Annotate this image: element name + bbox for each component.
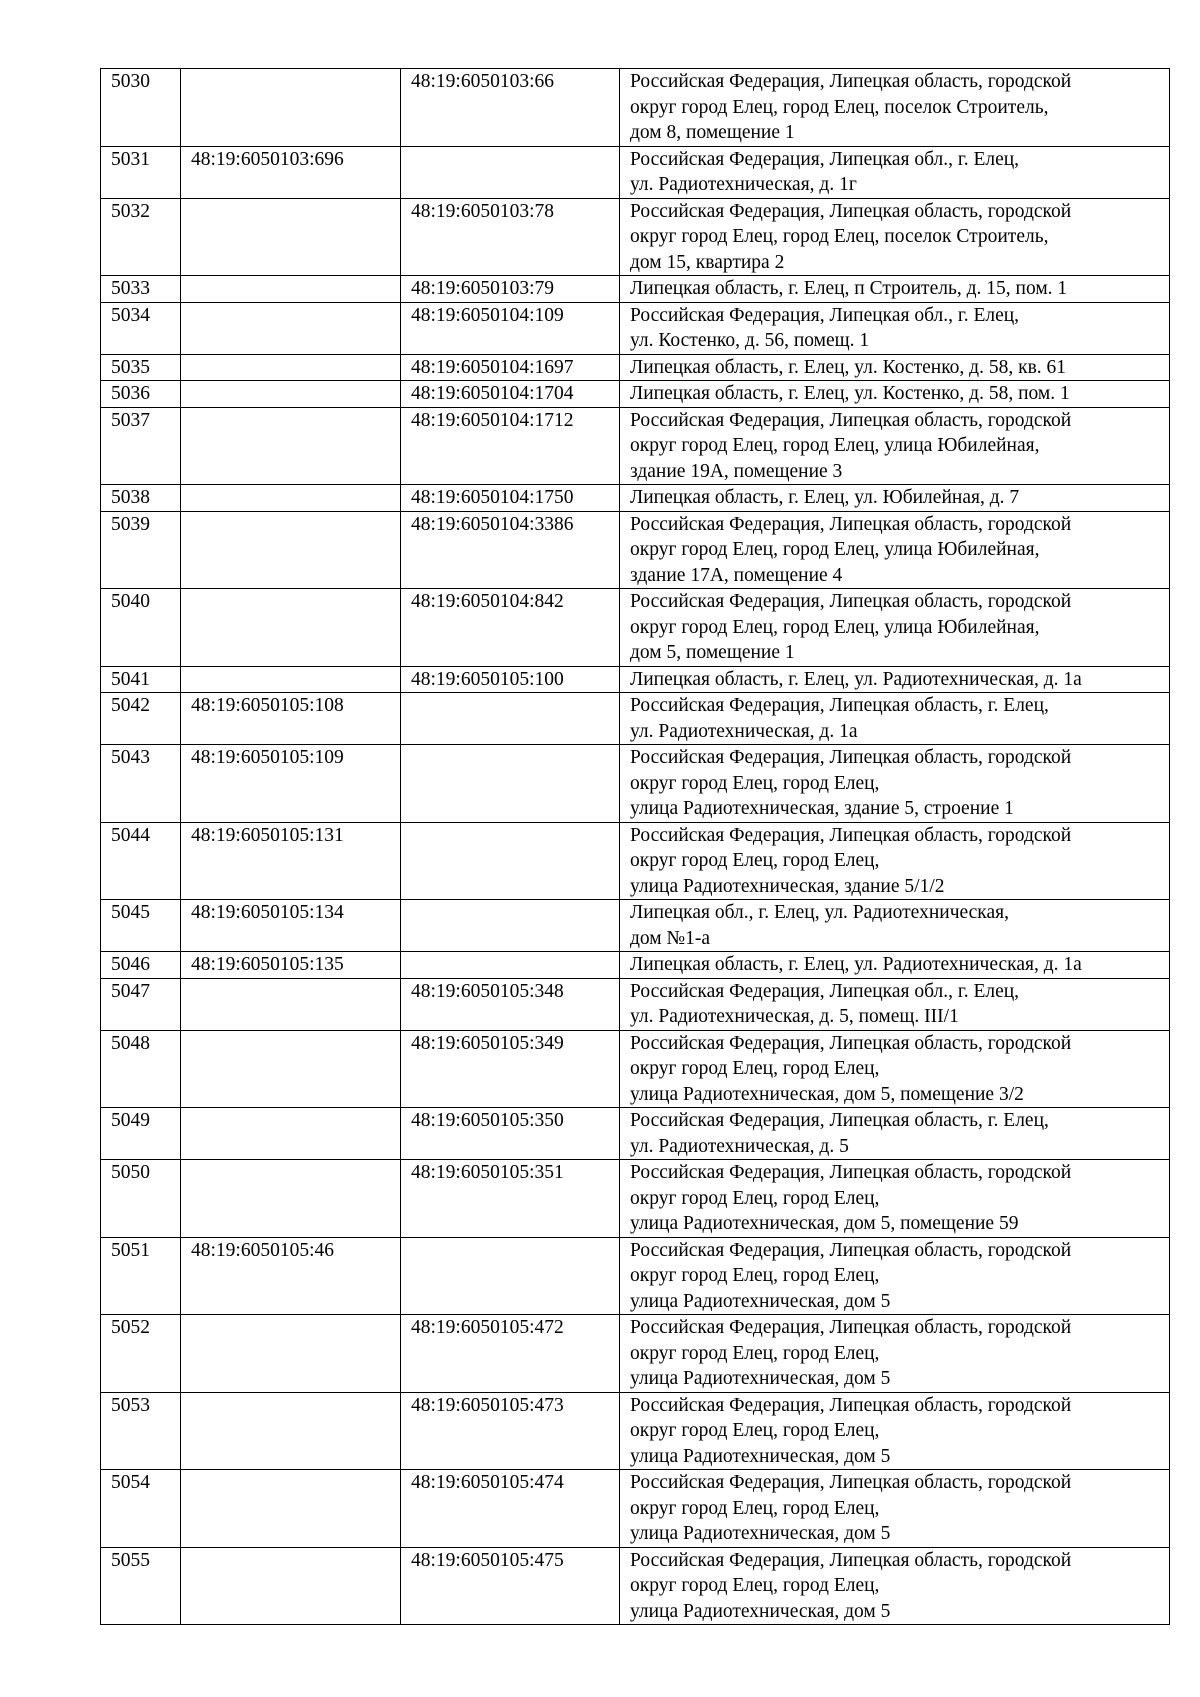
cadastral-number-premises-cell: 48:19:6050103:66 [401,69,620,147]
cadastral-number-cell: 48:19:6050105:135 [181,952,401,979]
address-cell: Липецкая область, г. Елец, ул. Костенко, д. 58, кв. 61 [620,354,1170,381]
row-number-cell: 5045 [101,900,181,952]
cadastral-number-cell: 48:19:6050105:108 [181,693,401,745]
cadastral-number-premises-cell: 48:19:6050104:842 [401,589,620,667]
cadastral-number-cell [181,666,401,693]
cadastral-number-premises-cell: 48:19:6050104:109 [401,302,620,354]
address-cell: Российская Федерация, Липецкая область, г. Елец, ул. Радиотехническая, д. 1а [620,693,1170,745]
address-cell: Российская Федерация, Липецкая область, г. Елец, ул. Радиотехническая, д. 5 [620,1108,1170,1160]
row-number-cell: 5031 [101,146,181,198]
table-row [101,381,1170,408]
address-cell: Российская Федерация, Липецкая область, городской округ город Елец, город Елец, улица Юбилейная, здание 19А, помещение 3 [620,407,1170,485]
table-row [101,302,1170,354]
cadastral-number-premises-cell: 48:19:6050103:78 [401,198,620,276]
cadastral-number-premises-cell: 48:19:6050105:472 [401,1315,620,1393]
address-cell: Липецкая область, г. Елец, ул. Костенко, д. 58, пом. 1 [620,381,1170,408]
cadastral-number-cell [181,1108,401,1160]
table-row [101,1108,1170,1160]
cadastral-number-cell [181,1315,401,1393]
cadastral-number-premises-cell: 48:19:6050105:474 [401,1470,620,1548]
cadastral-number-cell [181,302,401,354]
property-registry-table [100,68,1170,1625]
address-cell: Российская Федерация, Липецкая область, городской округ город Елец, город Елец, улица Радиотехническая, дом 5, помещение 59 [620,1160,1170,1238]
cadastral-number-cell [181,1547,401,1625]
row-number-cell: 5040 [101,589,181,667]
table-row [101,1392,1170,1470]
table-row [101,1237,1170,1315]
table-row [101,745,1170,823]
cadastral-number-cell [181,1160,401,1238]
cadastral-number-premises-cell [401,146,620,198]
address-cell: Российская Федерация, Липецкая область, городской округ город Елец, город Елец, улица Радиотехническая, дом 5 [620,1470,1170,1548]
row-number-cell: 5055 [101,1547,181,1625]
table-row [101,1160,1170,1238]
cadastral-number-cell: 48:19:6050103:696 [181,146,401,198]
row-number-cell: 5042 [101,693,181,745]
address-cell: Российская Федерация, Липецкая обл., г. Елец, ул. Радиотехническая, д. 5, помещ. III/1 [620,978,1170,1030]
cadastral-number-cell [181,381,401,408]
row-number-cell: 5043 [101,745,181,823]
address-cell: Липецкая область, г. Елец, ул. Юбилейная, д. 7 [620,485,1170,512]
cadastral-number-premises-cell: 48:19:6050105:100 [401,666,620,693]
table-row [101,198,1170,276]
table-row [101,69,1170,147]
address-cell: Российская Федерация, Липецкая область, городской округ город Елец, город Елец, улица Радиотехническая, дом 5, помещение 3/2 [620,1030,1170,1108]
cadastral-number-cell: 48:19:6050105:131 [181,822,401,900]
address-cell: Российская Федерация, Липецкая область, городской округ город Елец, город Елец, улица Юбилейная, дом 5, помещение 1 [620,589,1170,667]
row-number-cell: 5037 [101,407,181,485]
row-number-cell: 5052 [101,1315,181,1393]
row-number-cell: 5035 [101,354,181,381]
row-number-cell: 5038 [101,485,181,512]
cadastral-number-premises-cell: 48:19:6050105:473 [401,1392,620,1470]
address-cell: Российская Федерация, Липецкая область, городской округ город Елец, город Елец, поселок Строитель, дом 15, квартира 2 [620,198,1170,276]
cadastral-number-cell [181,407,401,485]
cadastral-number-premises-cell: 48:19:6050105:349 [401,1030,620,1108]
table-row [101,1030,1170,1108]
address-cell: Российская Федерация, Липецкая область, городской округ город Елец, город Елец, улица Радиотехническая, дом 5 [620,1392,1170,1470]
row-number-cell: 5034 [101,302,181,354]
cadastral-number-cell: 48:19:6050105:46 [181,1237,401,1315]
cadastral-number-cell [181,1030,401,1108]
address-cell: Липецкая обл., г. Елец, ул. Радиотехническая, дом №1-а [620,900,1170,952]
cadastral-number-premises-cell: 48:19:6050104:1704 [401,381,620,408]
row-number-cell: 5051 [101,1237,181,1315]
row-number-cell: 5053 [101,1392,181,1470]
table-row [101,146,1170,198]
cadastral-number-premises-cell: 48:19:6050104:3386 [401,511,620,589]
table-row [101,952,1170,979]
cadastral-number-cell [181,276,401,303]
table-row [101,485,1170,512]
cadastral-number-premises-cell: 48:19:6050105:350 [401,1108,620,1160]
table-row [101,978,1170,1030]
row-number-cell: 5054 [101,1470,181,1548]
cadastral-number-premises-cell [401,952,620,979]
table-row [101,900,1170,952]
cadastral-number-premises-cell: 48:19:6050104:1750 [401,485,620,512]
table-row [101,1470,1170,1548]
row-number-cell: 5033 [101,276,181,303]
cadastral-number-premises-cell: 48:19:6050104:1697 [401,354,620,381]
cadastral-number-cell [181,978,401,1030]
cadastral-number-cell: 48:19:6050105:134 [181,900,401,952]
address-cell: Российская Федерация, Липецкая область, городской округ город Елец, город Елец, поселок Строитель, дом 8, помещение 1 [620,69,1170,147]
table-body [101,69,1170,1625]
address-cell: Российская Федерация, Липецкая обл., г. Елец, ул. Костенко, д. 56, помещ. 1 [620,302,1170,354]
row-number-cell: 5039 [101,511,181,589]
address-cell: Липецкая область, г. Елец, п Строитель, д. 15, пом. 1 [620,276,1170,303]
cadastral-number-premises-cell: 48:19:6050105:348 [401,978,620,1030]
row-number-cell: 5048 [101,1030,181,1108]
table-row [101,1547,1170,1625]
table-row [101,822,1170,900]
cadastral-number-premises-cell [401,693,620,745]
cadastral-number-premises-cell: 48:19:6050105:475 [401,1547,620,1625]
table-row [101,276,1170,303]
table-row [101,407,1170,485]
address-cell: Российская Федерация, Липецкая область, городской округ город Елец, город Елец, улица Радиотехническая, дом 5 [620,1547,1170,1625]
cadastral-number-cell [181,69,401,147]
row-number-cell: 5047 [101,978,181,1030]
table-row [101,589,1170,667]
table-row [101,511,1170,589]
cadastral-number-cell [181,1470,401,1548]
cadastral-number-cell [181,511,401,589]
address-cell: Российская Федерация, Липецкая область, городской округ город Елец, город Елец, улица Радиотехническая, дом 5 [620,1315,1170,1393]
row-number-cell: 5032 [101,198,181,276]
cadastral-number-cell: 48:19:6050105:109 [181,745,401,823]
cadastral-number-premises-cell: 48:19:6050105:351 [401,1160,620,1238]
cadastral-number-premises-cell: 48:19:6050103:79 [401,276,620,303]
address-cell: Российская Федерация, Липецкая область, городской округ город Елец, город Елец, улица Юбилейная, здание 17А, помещение 4 [620,511,1170,589]
cadastral-number-cell [181,1392,401,1470]
table-row [101,1315,1170,1393]
row-number-cell: 5050 [101,1160,181,1238]
cadastral-number-cell [181,354,401,381]
cadastral-number-premises-cell [401,745,620,823]
address-cell: Российская Федерация, Липецкая обл., г. Елец, ул. Радиотехническая, д. 1г [620,146,1170,198]
row-number-cell: 5046 [101,952,181,979]
row-number-cell: 5041 [101,666,181,693]
table-row [101,666,1170,693]
table-row [101,693,1170,745]
row-number-cell: 5044 [101,822,181,900]
table-row [101,354,1170,381]
row-number-cell: 5049 [101,1108,181,1160]
cadastral-number-cell [181,589,401,667]
address-cell: Липецкая область, г. Елец, ул. Радиотехническая, д. 1а [620,952,1170,979]
row-number-cell: 5036 [101,381,181,408]
row-number-cell: 5030 [101,69,181,147]
cadastral-number-premises-cell [401,900,620,952]
address-cell: Российская Федерация, Липецкая область, городской округ город Елец, город Елец, улица Радиотехническая, здание 5, строение 1 [620,745,1170,823]
cadastral-number-cell [181,198,401,276]
cadastral-number-premises-cell [401,822,620,900]
address-cell: Липецкая область, г. Елец, ул. Радиотехническая, д. 1а [620,666,1170,693]
cadastral-number-premises-cell: 48:19:6050104:1712 [401,407,620,485]
cadastral-number-cell [181,485,401,512]
cadastral-number-premises-cell [401,1237,620,1315]
address-cell: Российская Федерация, Липецкая область, городской округ город Елец, город Елец, улица Радиотехническая, здание 5/1/2 [620,822,1170,900]
address-cell: Российская Федерация, Липецкая область, городской округ город Елец, город Елец, улица Радиотехническая, дом 5 [620,1237,1170,1315]
